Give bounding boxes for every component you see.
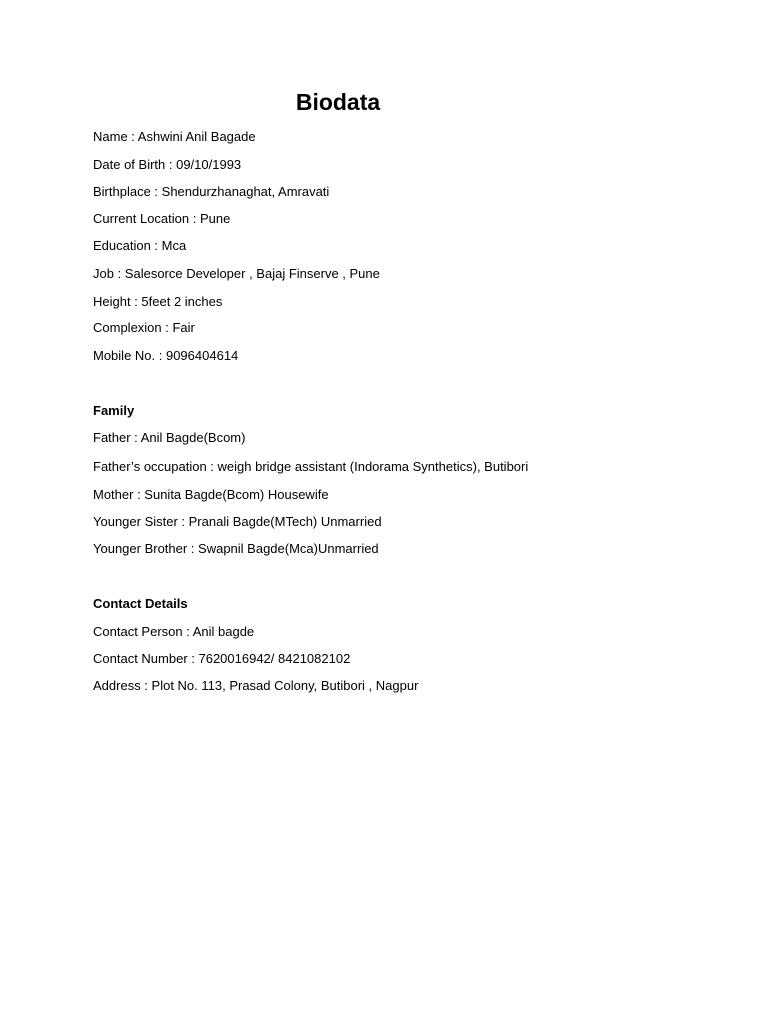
contact-person-line: Contact Person : Anil bagde — [93, 624, 255, 639]
job-line: Job : Salesorce Developer , Bajaj Finserve , Pune — [93, 266, 380, 281]
father-occupation-line: Father’s occupation : weigh bridge assistant (Indorama Synthetics), Butibori — [93, 459, 529, 474]
complexion-line: Complexion : Fair — [93, 320, 195, 335]
page-title: Biodata — [295, 89, 381, 115]
contact-heading: Contact Details — [93, 596, 188, 611]
birthplace-line: Birthplace : Shendurzhanaghat, Amravati — [93, 184, 330, 199]
address-line: Address : Plot No. 113, Prasad Colony, Butibori , Nagpur — [93, 678, 419, 693]
height-line: Height : 5feet 2 inches — [93, 294, 223, 309]
dob-line: Date of Birth : 09/10/1993 — [93, 157, 242, 172]
contact-number-line: Contact Number : 7620016942/ 8421082102 — [93, 651, 351, 666]
mother-line: Mother : Sunita Bagde(Bcom) Housewife — [93, 487, 329, 502]
education-line: Education : Mca — [93, 238, 187, 253]
name-line: Name : Ashwini Anil Bagade — [93, 129, 256, 144]
father-line: Father : Anil Bagde(Bcom) — [93, 430, 246, 445]
younger-brother-line: Younger Brother : Swapnil Bagde(Mca)Unmarried — [93, 541, 379, 556]
mobile-line: Mobile No. : 9096404614 — [93, 348, 239, 363]
family-heading: Family — [93, 403, 135, 418]
younger-sister-line: Younger Sister : Pranali Bagde(MTech) Unmarried — [93, 514, 382, 529]
current-location-line: Current Location : Pune — [93, 211, 231, 226]
